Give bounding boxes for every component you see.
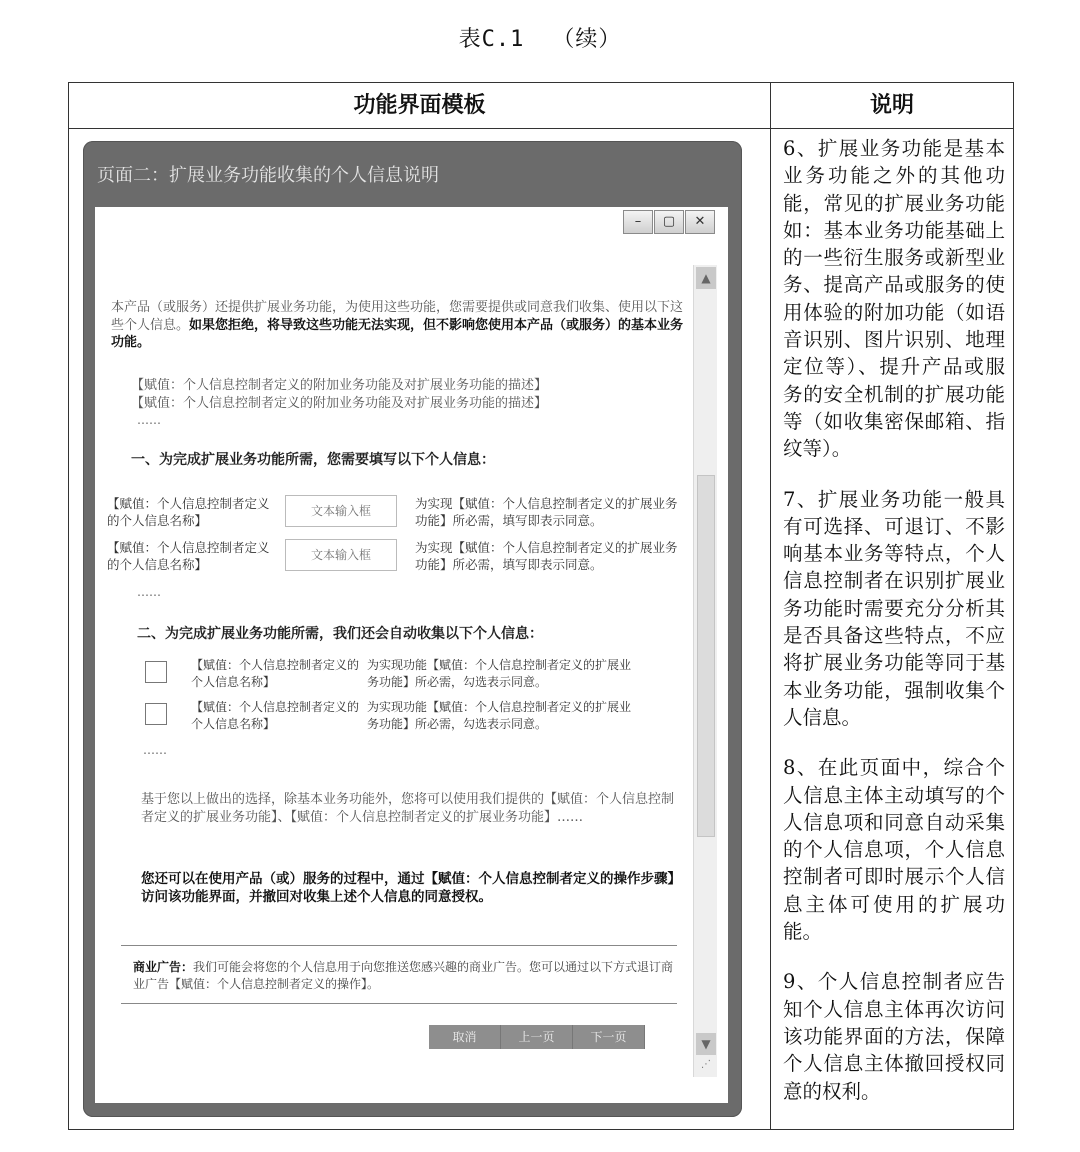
table-caption (0, 22, 1080, 53)
template-table (68, 82, 1014, 1130)
column-divider (770, 83, 771, 1129)
note-8: 8、在此页面中，综合个人信息主体主动填写的个人信息项和同意自动采集的个人信息项，个人信息控制者可即时展示个人信息主体可使用的扩展功能。 (783, 756, 1005, 944)
prev-page-button[interactable]: 上一页 (501, 1025, 573, 1049)
ad-paragraph (133, 959, 677, 993)
cancel-button[interactable]: 取消 (429, 1025, 501, 1049)
ellipsis-1: …… (137, 413, 161, 427)
header-explanation: 说明 (869, 93, 914, 118)
ellipsis-2: …… (137, 585, 161, 599)
scroll-down-icon[interactable]: ▼ (696, 1033, 716, 1055)
summary-paragraph: 基于您以上做出的选择，除基本业务功能外，您将可以使用我们提供的【赋值：个人信息控制者定义的扩展业务功能】、【赋值：个人信息控制者定义的扩展业务功能】…… (141, 792, 675, 825)
table-header-row (69, 83, 1013, 129)
nav-buttons (429, 1025, 645, 1049)
note-6: 6、扩展业务功能是基本业务功能之外的其他功能，常见的扩展业务功能如：基本业务功能基础上的一些衍生服务或新型业务、提高产品或服务的使用体验的附加功能（如语音识别、图片识别、地理定位等）、提升产品或服务的安全机制的扩展功能等（如收集密保邮箱、指纹等）。 (783, 137, 1005, 461)
intro-bold: 如果您拒绝，将导致这些功能无法实现，但不影响您使用本产品（或服务）的基本业务功能。 (111, 317, 684, 350)
check-1-desc: 为实现功能【赋值：个人信息控制者定义的扩展业务功能】所必需，勾选表示同意。 (367, 658, 632, 689)
section1-heading: 一、为完成扩展业务功能所需，您需要填写以下个人信息： (131, 452, 495, 468)
explanation-notes (783, 135, 1005, 1128)
note-9: 9、个人信息控制者应告知个人信息主体再次访问该功能界面的方法，保障个人信息主体撤回授权同意的权利。 (783, 970, 1005, 1103)
caption-title: 表C.1 (458, 27, 525, 52)
field-1-input[interactable] (285, 495, 397, 527)
next-page-button[interactable]: 下一页 (573, 1025, 645, 1049)
field-2-input[interactable] (285, 539, 397, 571)
field-1-desc: 为实现【赋值：个人信息控制者定义的扩展业务功能】所必需，填写即表示同意。 (415, 496, 678, 528)
scroll-up-icon[interactable]: ▲ (696, 267, 716, 289)
check-2-desc: 为实现功能【赋值：个人信息控制者定义的扩展业务功能】所必需，勾选表示同意。 (367, 700, 632, 731)
check-2-label: 【赋值：个人信息控制者定义的个人信息名称】 (191, 700, 360, 731)
window-controls (623, 210, 715, 234)
check-1-checkbox[interactable] (145, 661, 167, 683)
resize-grip-icon[interactable]: ⋰ (701, 1059, 711, 1070)
maximize-icon[interactable]: ▢ (654, 210, 684, 234)
section2-heading: 二、为完成扩展业务功能所需，我们还会自动收集以下个人信息： (137, 626, 543, 642)
assign-line-2: 【赋值：个人信息控制者定义的附加业务功能及对扩展业务功能的描述】 (131, 396, 548, 411)
ad-top-divider (121, 945, 677, 946)
check-1-label: 【赋值：个人信息控制者定义的个人信息名称】 (191, 658, 360, 689)
scroll-thumb[interactable] (697, 475, 715, 837)
close-icon[interactable]: ✕ (685, 210, 715, 234)
check-2-checkbox[interactable] (145, 703, 167, 725)
intro-plain: 本产品（或服务）还提供扩展业务功能，为使用这些功能，您需要提供或同意我们收集、使用以下这些个人信息。 (111, 300, 684, 333)
ellipsis-3: …… (143, 743, 167, 757)
header-interface-template: 功能界面模板 (353, 93, 486, 118)
revoke-paragraph: 您还可以在使用产品（或）服务的过程中，通过【赋值：个人信息控制者定义的操作步骤】访问该功能界面，并撤回对收集上述个人信息的同意授权。 (141, 871, 675, 905)
ad-label: 商业广告： (133, 960, 194, 974)
caption-continued: （续） (552, 27, 622, 52)
assign-line-1: 【赋值：个人信息控制者定义的附加业务功能及对扩展业务功能的描述】 (131, 378, 548, 393)
mockup-frame (83, 141, 742, 1117)
intro-paragraph (111, 299, 689, 352)
vertical-scrollbar[interactable] (693, 265, 717, 1077)
note-7: 7、扩展业务功能一般具有可选择、可退订、不影响基本业务等特点，个人信息控制者在识别扩展业务功能时需要充分分析其是否具备这些特点，不应将扩展业务功能等同于基本业务功能，强制收集个人信息。 (783, 487, 1005, 729)
field-2-label: 【赋值：个人信息控制者定义的个人信息名称】 (107, 540, 270, 572)
mockup-page-title: 页面二：扩展业务功能收集的个人信息说明 (97, 165, 439, 186)
mockup-dialog (95, 207, 728, 1103)
minimize-icon[interactable]: – (623, 210, 653, 234)
ad-bottom-divider (121, 1003, 677, 1004)
field-1-label: 【赋值：个人信息控制者定义的个人信息名称】 (107, 496, 270, 528)
field-2-desc: 为实现【赋值：个人信息控制者定义的扩展业务功能】所必需，填写即表示同意。 (415, 540, 678, 572)
ad-text: 我们可能会将您的个人信息用于向您推送您感兴趣的商业广告。您可以通过以下方式退订商业广告【赋值：个人信息控制者定义的操作】。 (133, 960, 674, 991)
